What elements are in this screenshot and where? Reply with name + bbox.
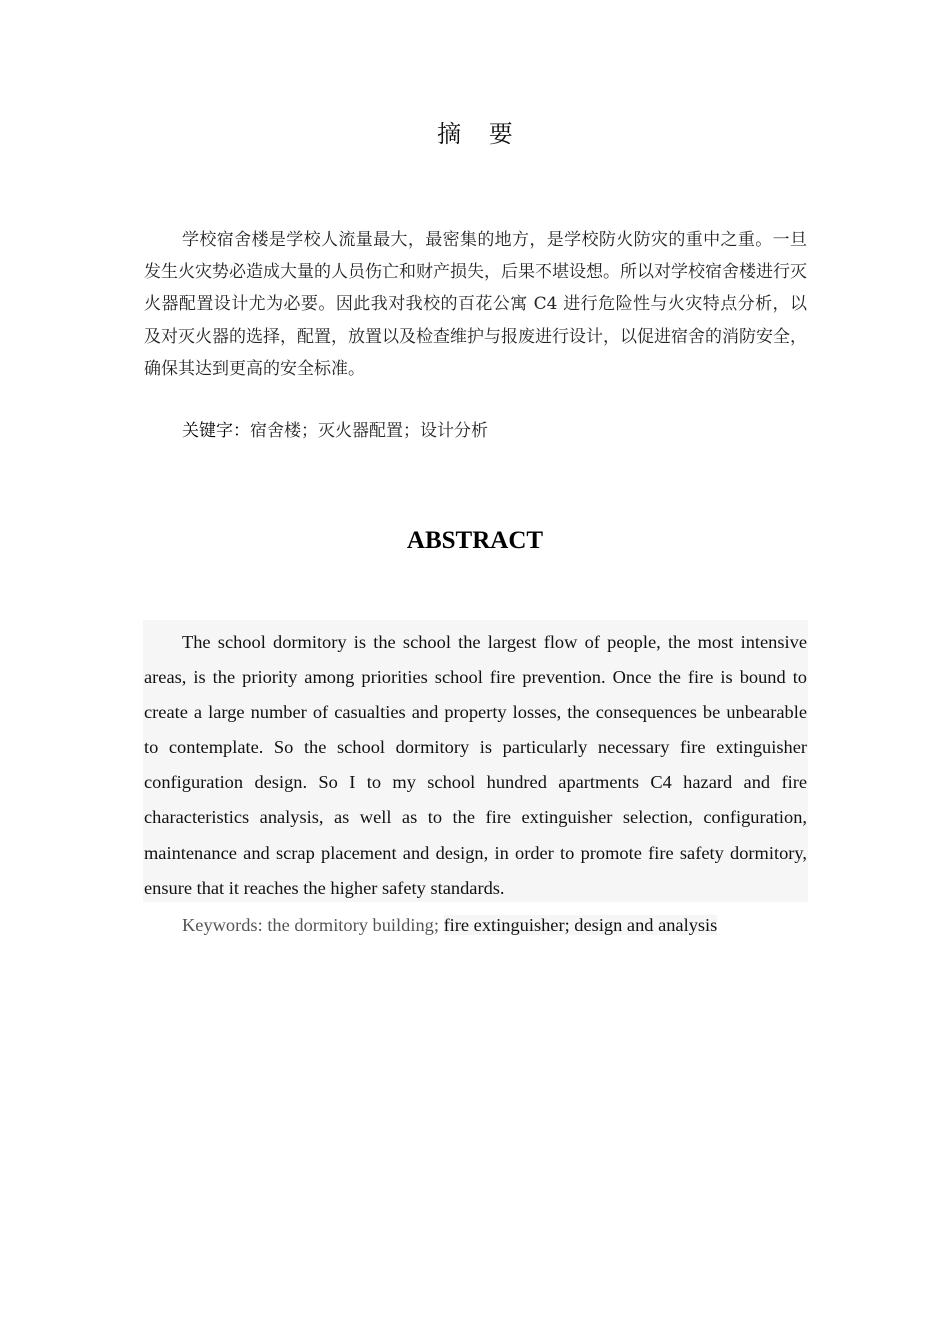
english-keywords-part1: the dormitory building; [267,915,439,935]
english-abstract-title: ABSTRACT [406,527,544,554]
chinese-abstract-title: 摘 要 [437,120,523,148]
english-keywords-label: Keywords: [182,915,263,935]
chinese-keywords [182,416,807,446]
chinese-abstract-body: 学校宿舍楼是学校人流量最大，最密集的地方，是学校防火防灾的重中之重。一旦发生火灾势必造成大量的人员伤亡和财产损失，后果不堪设想。所以对学校宿舍楼进行灭火器配置设计尤为必要。因此我对我校的百花公寓 C4 进行危险性与火灾特点分析，以及对灭火器的选择，配置，放置以及检查维护与报废进行设计，以促进宿舍的消防安全，确保其达到更高的安全标准。 [144,230,807,379]
english-abstract-body: The school dormitory is the school the largest flow of people, the most intensive areas, is the priority among priorities school fire prevention. Once the fire is bound to create a large number of casualties and property losses, the consequences be unbearable to contemplate. So the school dormitory is particularly necessary fire extinguisher configuration design. So I to my school hundred apartments C4 hazard and fire characteristics analysis, as well as to the fire extinguisher selection, configuration, maintenance and scrap placement and design, in order to promote fire safety dormitory, ensure that it reaches the higher safety standards. [144,632,807,898]
chinese-keywords-label: 关键字： [182,421,250,441]
english-keywords [182,910,717,940]
chinese-keywords-text: 宿舍楼；灭火器配置；设计分析 [250,421,488,441]
english-keywords-part2: fire extinguisher; design and analysis [443,915,718,935]
